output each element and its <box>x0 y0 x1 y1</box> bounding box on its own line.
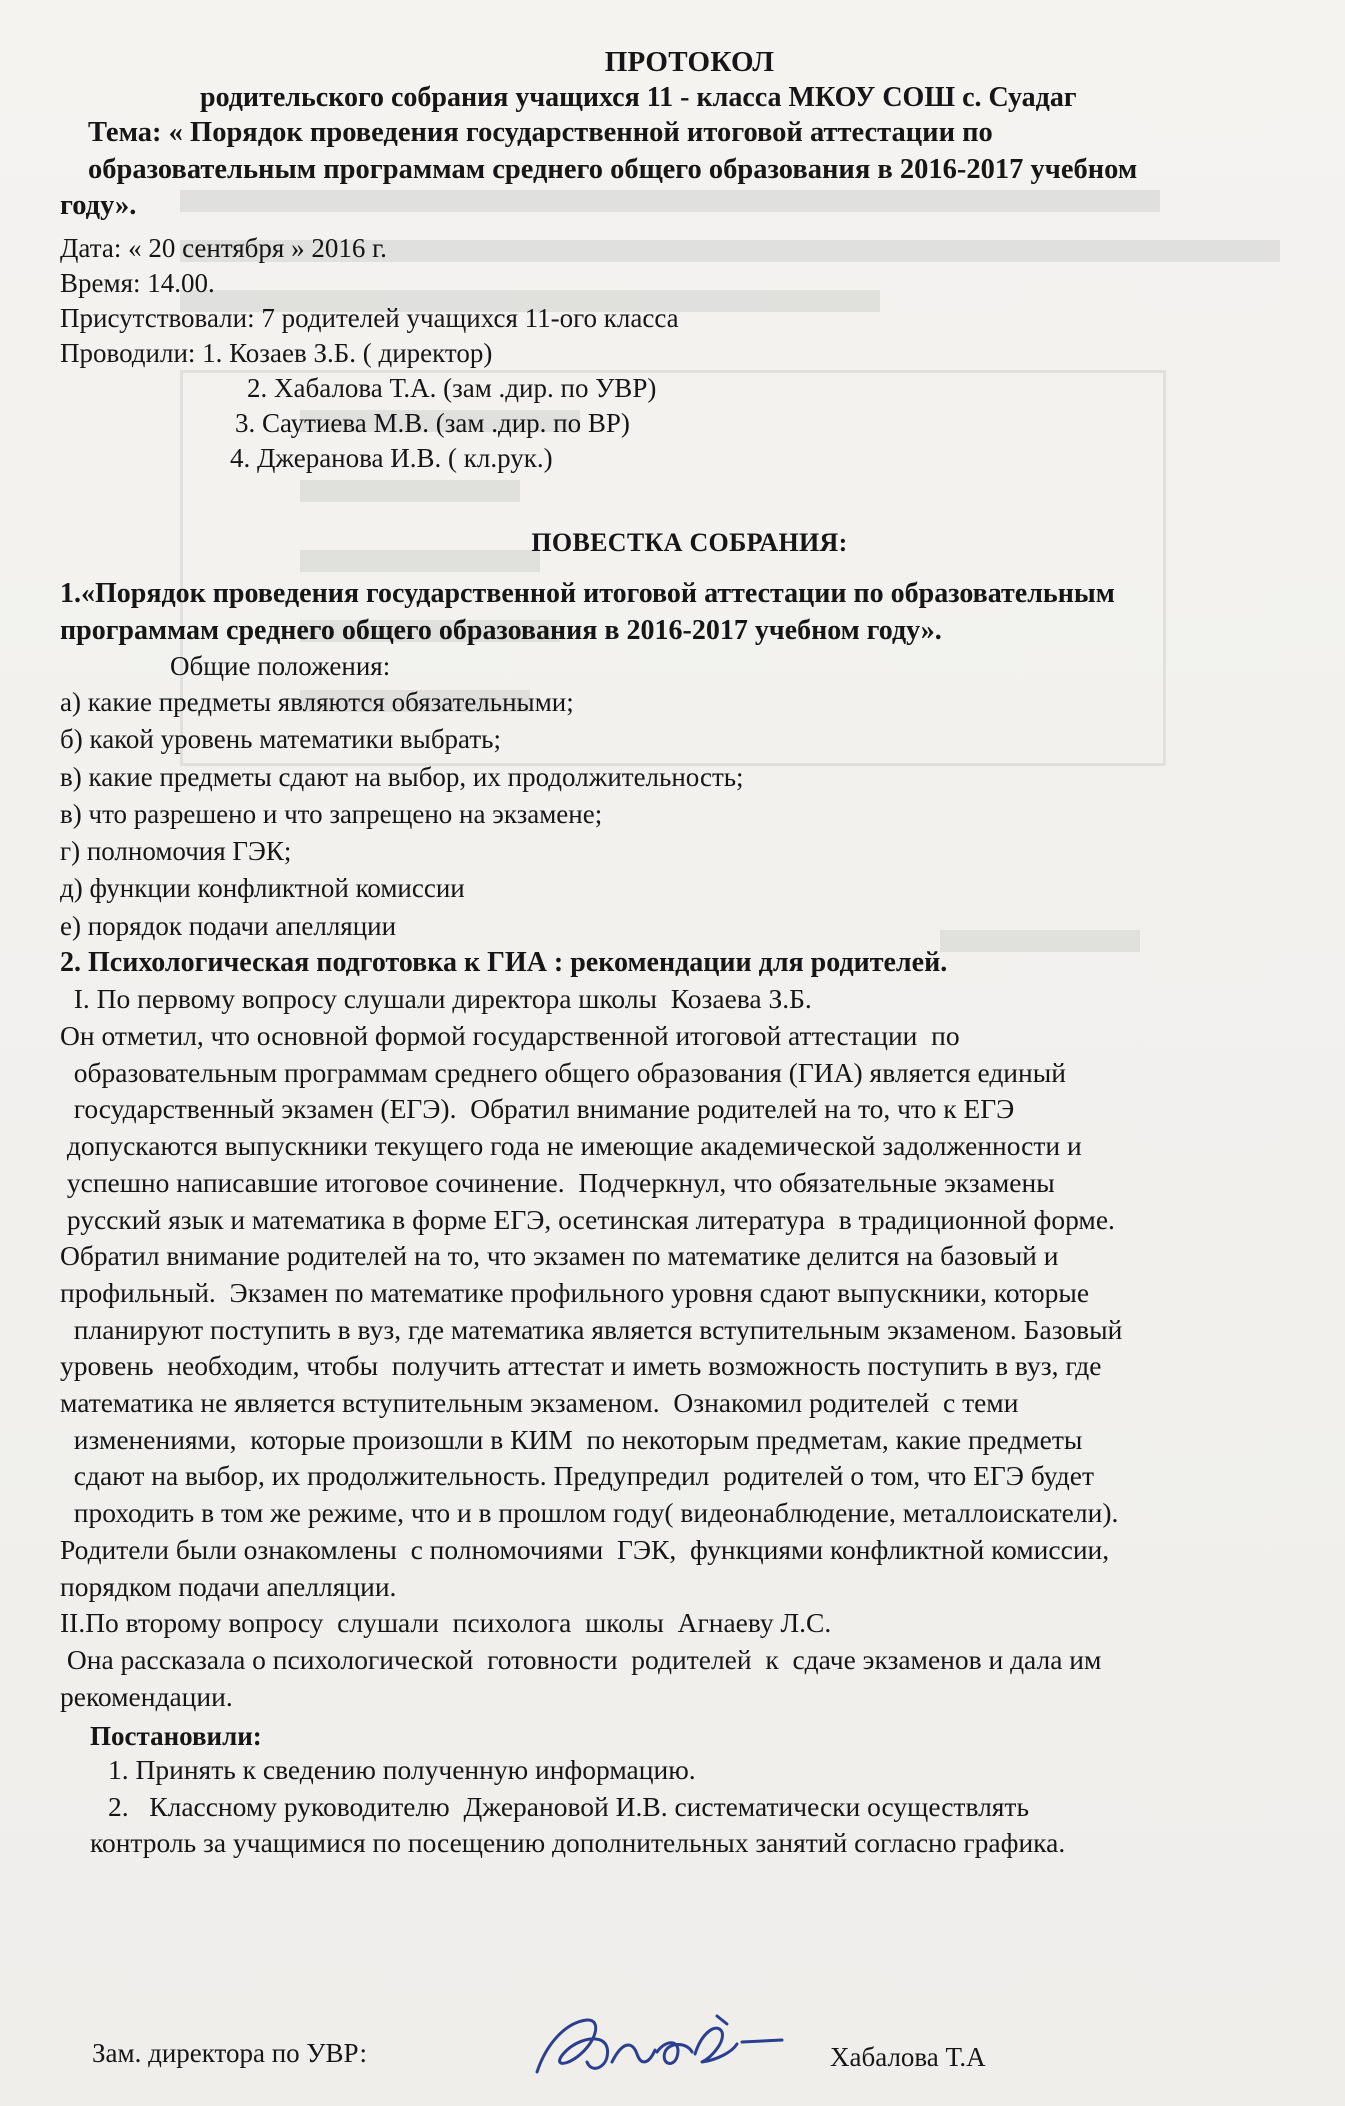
decision-list <box>60 1752 1319 1861</box>
minutes-body <box>60 981 1319 1715</box>
agenda-point: а) какие предметы являются обязательными; <box>60 687 574 718</box>
agenda-point: в) что разрешено и что запрещено на экзамене; <box>60 798 603 829</box>
body-line: профильный. Экзамен по математике профильного уровня сдают выпускники, которые <box>60 1276 1090 1308</box>
body-line: допускаются выпускники текущего года не имеющие академической задолженности и <box>60 1130 1082 1162</box>
signature-row <box>92 2020 1252 2090</box>
conductor-1: Проводили: 1. Козаев З.Б. ( директор) <box>60 337 493 368</box>
conductor-3: 3. Саутиева М.В. (зам .дир. по ВР) <box>235 408 630 439</box>
conductor-4: 4. Джеранова И.В. ( кл.рук.) <box>230 443 553 474</box>
body-line: уровень необходим, чтобы получить аттестат и иметь возможность поступить в вуз, где <box>60 1350 1102 1382</box>
body-line: рекомендации. <box>60 1680 233 1712</box>
body-line: изменениями, которые произошли в КИМ по некоторым предметам, какие предметы <box>60 1423 1083 1455</box>
agenda-item-2: 2. Психологическая подготовка к ГИА : рекомендации для родителей. <box>60 946 948 978</box>
meeting-theme <box>60 115 1319 224</box>
conductor-2: 2. Хабалова Т.А. (зам .дир. по УВР) <box>247 373 657 404</box>
body-line: Родители были ознакомлены с полномочиями ГЭК, функциями конфликтной комиссии, <box>60 1533 1110 1565</box>
agenda-item-1-line: 1.«Порядок проведения государственной итоговой аттестации по образовательным <box>60 578 1115 610</box>
general-provisions: Общие положения: <box>170 651 391 682</box>
agenda-point: е) порядок подачи апелляции <box>60 910 397 941</box>
body-line: образовательным программам среднего общего образования (ГИА) является единый <box>60 1056 1066 1088</box>
agenda-item-1 <box>60 576 1319 649</box>
agenda-point: д) функции конфликтной комиссии <box>60 873 465 904</box>
body-line: государственный экзамен (ЕГЭ). Обратил внимание родителей на то, что к ЕГЭ <box>60 1093 1015 1125</box>
decision-item-2: 2. Классному руководителю Джерановой И.В. систематически осуществлять <box>108 1790 1029 1822</box>
meeting-meta <box>60 231 1319 477</box>
agenda-item-1-line: программам среднего общего образования в 2016-2017 учебном году». <box>60 614 942 646</box>
attendance: Присутствовали: 7 родителей учащихся 11-ого класса <box>60 302 679 333</box>
decision-item-1: 1. Принять к сведению полученную информацию. <box>108 1754 696 1786</box>
body-line: I. По первому вопросу слушали директора школы Козаева З.Б. <box>60 983 812 1015</box>
body-line: успешно написавшие итоговое сочинение. Подчеркнул, что обязательные экзамены <box>60 1166 1055 1198</box>
signatory-name: Хабалова Т.А <box>830 2042 986 2072</box>
protocol-title: ПРОТОКОЛ <box>604 46 775 78</box>
meeting-date: Дата: « 20 сентября » 2016 г. <box>60 232 387 263</box>
body-line: русский язык и математика в форме ЕГЭ, осетинская литература в традиционной форме. <box>60 1203 1115 1235</box>
theme-line: году». <box>60 190 137 222</box>
agenda-point: г) полномочия ГЭК; <box>60 836 292 867</box>
agenda-title: ПОВЕСТКА СОБРАНИЯ: <box>531 528 848 558</box>
decision-title: Постановили: <box>90 1721 262 1752</box>
meeting-time: Время: 14.00. <box>60 267 215 298</box>
body-line: Она рассказала о психологической готовности родителей к сдаче экзаменов и дала им <box>60 1643 1102 1675</box>
signature-label: Зам. директора по УВР: <box>92 2038 368 2068</box>
body-line: математика не является вступительным экзаменом. Ознакомил родителей с теми <box>60 1387 1019 1419</box>
body-line: Обратил внимание родителей на то, что экзамен по математике делится на базовый и <box>60 1240 1059 1272</box>
decision-item-2-cont: контроль за учащимися по посещению дополнительных занятий согласно графика. <box>90 1826 1066 1858</box>
agenda-point: в) какие предметы сдают на выбор, их продолжительность; <box>60 761 744 792</box>
body-line: планируют поступить в вуз, где математика является вступительным экзаменом. Базовый <box>60 1313 1123 1345</box>
body-line: II.По второму вопросу слушали психолога школы Агнаеву Л.С. <box>60 1607 832 1639</box>
body-line: порядком подачи апелляции. <box>60 1570 397 1602</box>
handwritten-signature <box>517 2002 817 2092</box>
agenda-point: б) какой уровень математики выбрать; <box>60 724 501 755</box>
theme-line: образовательным программам среднего общего образования в 2016-2017 учебном <box>88 153 1138 185</box>
theme-line: Тема: « Порядок проведения государственной итоговой аттестации по <box>88 117 993 149</box>
protocol-subtitle: родительского собрания учащихся 11 - класса МКОУ СОШ с. Суадаг <box>200 82 1077 114</box>
body-line: сдают на выбор, их продолжительность. Предупредил родителей о том, что ЕГЭ будет <box>60 1460 1094 1492</box>
body-line: Он отметил, что основной формой государственной итоговой аттестации по <box>60 1020 960 1052</box>
body-line: проходить в том же режиме, что и в прошлом году( видеонаблюдение, металлоискатели). <box>60 1497 1119 1529</box>
agenda-points <box>60 684 1319 945</box>
